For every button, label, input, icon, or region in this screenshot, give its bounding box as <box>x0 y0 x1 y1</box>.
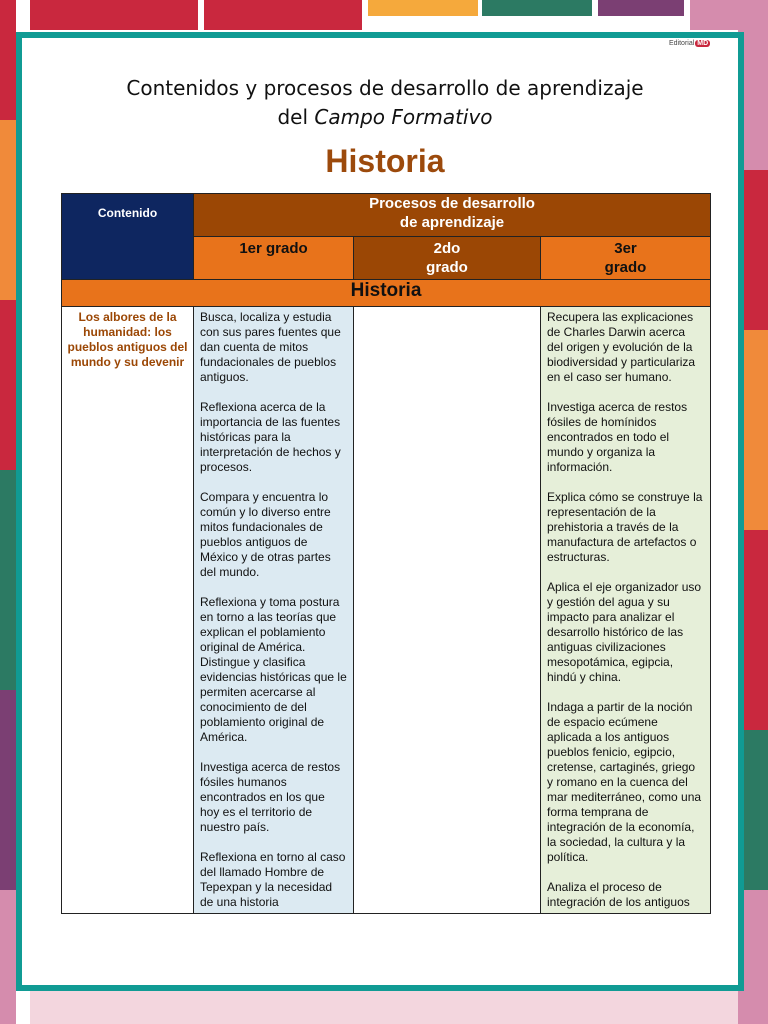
grade-2-line-1: 2do <box>433 240 461 257</box>
grade-3-paragraph: Investiga acerca de restos fósiles de homínidos encontrados en todo el mundo y organiza la información. <box>547 400 688 474</box>
header-procesos-line-2: de aprendizaje <box>399 214 505 231</box>
grade-3-line-2: grado <box>604 259 647 276</box>
header-grade-1: 1er grado <box>194 237 354 280</box>
publisher-logo <box>669 40 710 47</box>
header-procesos <box>194 194 711 237</box>
title-line-2 <box>60 103 710 132</box>
header-contenido: Contenido <box>62 194 194 280</box>
grade-1-paragraph: Reflexiona y toma postura en torno a las teorías que explican el poblamiento original de América. Distingue y clasifica evidencias históricas que le permiten acercarse al conocimiento de del poblamiento original de América. <box>200 595 347 744</box>
title-prefix: del <box>277 105 309 129</box>
contenido-cell: Los albores de la humanidad: los pueblos antiguos del mundo y su devenir <box>62 307 194 914</box>
header-grade-3 <box>541 237 711 280</box>
grade-3-paragraph: Indaga a partir de la noción de espacio ecúmene aplicada a los antiguos pueblos fenicio, egipcio, cretense, cartaginés, griego y romano en la cuenca del mar mediterráneo, como una forma temprana de integración de la economía, la sociedad, la cultura y la política. <box>547 700 702 864</box>
grade-1-paragraph: Investiga acerca de restos fósiles humanos encontrados en los que hoy es el territorio de nuestro país. <box>200 760 341 834</box>
grade-1-paragraph: Reflexiona en torno al caso del llamado Hombre de Tepexpan y la necesidad de una historia <box>200 850 346 909</box>
header-procesos-line-1: Procesos de desarrollo <box>369 195 535 212</box>
title-italic: Campo Formativo <box>314 105 493 129</box>
grade-3-paragraph: Analiza el proceso de integración de los antiguos <box>547 880 690 909</box>
grade-1-paragraph: Busca, localiza y estudia con sus pares fuentes que dan cuenta de mitos fundacionales de pueblos antiguos. <box>200 310 341 384</box>
title-line-1: Contenidos y procesos de desarrollo de aprendizaje <box>126 76 644 100</box>
grade-1-paragraph: Compara y encuentra lo común y lo diverso entre mitos fundacionales de pueblos antiguos de México y de otras partes del mundo. <box>200 490 331 579</box>
grade-3-line-1: 3er <box>614 240 637 257</box>
grade-1-paragraph: Reflexiona acerca de la importancia de las fuentes históricas para la interpretación de hechos y procesos. <box>200 400 341 474</box>
content-table <box>61 193 711 914</box>
grade-3-cell <box>541 307 711 914</box>
header-grade-2 <box>354 237 541 280</box>
grade-3-paragraph: Aplica el eje organizador uso y gestión del agua y su impacto para analizar el desarrollo histórico de las antiguas civilizaciones mesopotámica, egipcia, hindú y china. <box>547 580 702 684</box>
logo-text: Editorial <box>669 40 695 47</box>
grade-2-line-2: grado <box>426 259 468 276</box>
grade-3-paragraph: Recupera las explicaciones de Charles Darwin acerca del origen y evolución de la biodiversidad y particulariza en el caso ser humano. <box>547 310 696 384</box>
subject-heading: Historia <box>325 143 445 179</box>
grade-2-cell <box>354 307 541 914</box>
grade-1-cell <box>194 307 354 914</box>
grade-3-paragraph: Explica cómo se construye la representación de la prehistoria a través de la manufactura de artefactos o estructuras. <box>547 490 703 564</box>
document-title <box>60 74 710 132</box>
logo-badge: MD <box>697 40 709 47</box>
section-band: Historia <box>62 280 711 307</box>
